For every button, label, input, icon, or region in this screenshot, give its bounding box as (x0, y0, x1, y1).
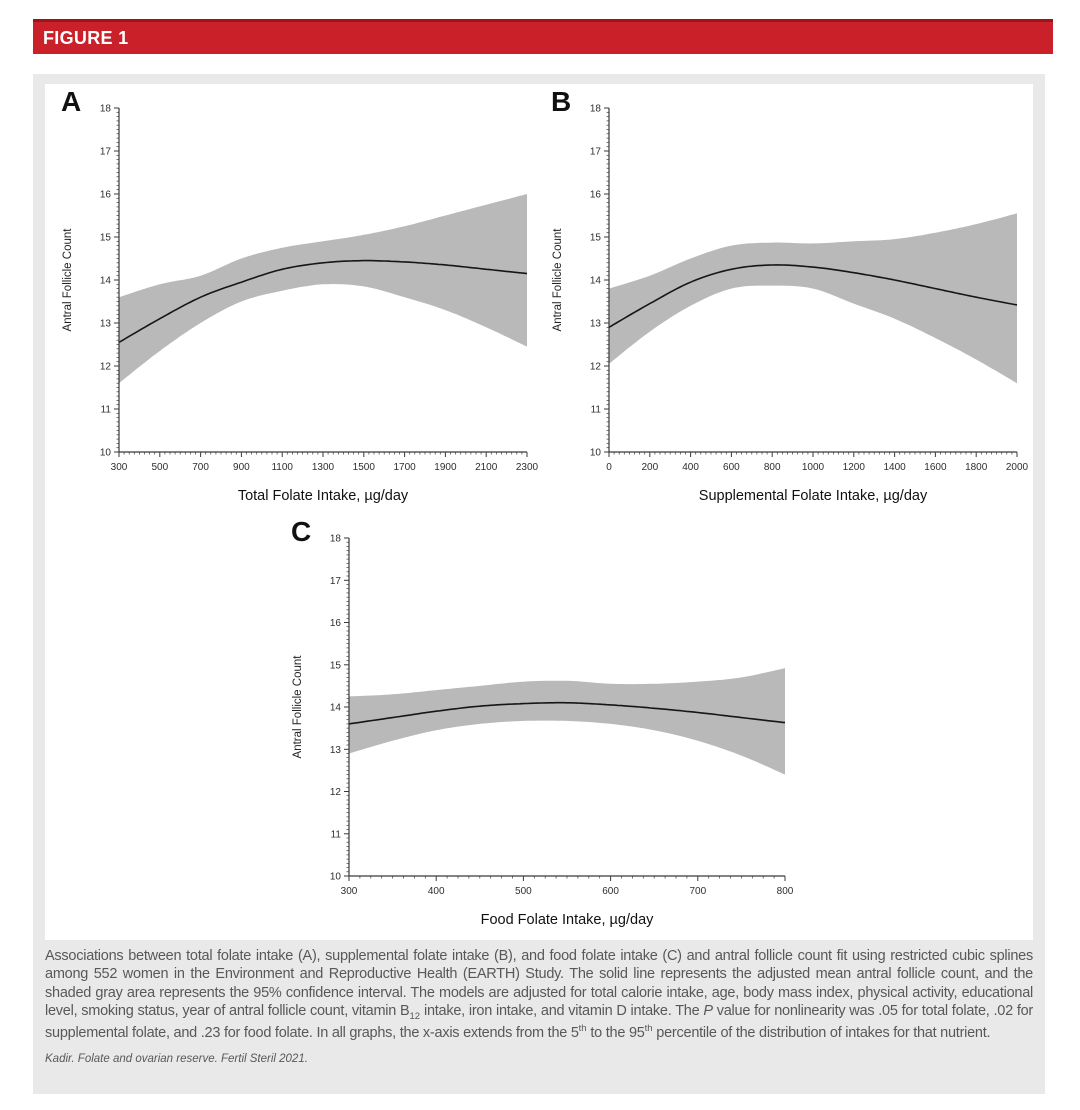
svg-text:1500: 1500 (352, 462, 375, 473)
caption-segment: to the 95 (586, 1024, 645, 1041)
svg-text:1000: 1000 (801, 462, 825, 473)
svg-text:400: 400 (682, 462, 699, 473)
x-axis-title: Supplemental Folate Intake, µg/day (698, 488, 928, 504)
svg-text:1200: 1200 (842, 462, 865, 473)
svg-text:11: 11 (100, 404, 111, 416)
ci-band (609, 213, 1017, 383)
svg-text:17: 17 (589, 146, 601, 158)
panel-letter-c: C (291, 516, 312, 547)
svg-text:10: 10 (589, 447, 601, 459)
caption-segment: 12 (409, 1010, 421, 1022)
svg-text:10: 10 (99, 447, 111, 459)
svg-text:300: 300 (110, 462, 128, 473)
svg-text:18: 18 (329, 533, 341, 545)
svg-text:500: 500 (151, 462, 169, 473)
svg-text:2100: 2100 (475, 462, 498, 473)
svg-text:13: 13 (329, 744, 341, 756)
svg-text:1400: 1400 (883, 462, 906, 473)
y-axis-title: Antral Follicle Count (552, 228, 564, 332)
svg-text:13: 13 (99, 318, 111, 330)
ci-band (119, 194, 527, 383)
chart-svg-c (281, 520, 797, 938)
svg-text:1300: 1300 (311, 462, 335, 473)
svg-text:800: 800 (763, 462, 781, 473)
figure-panel (33, 74, 1045, 1094)
svg-text:1600: 1600 (924, 462, 947, 473)
chart-svg-a (51, 90, 539, 514)
ci-band (349, 668, 785, 775)
svg-text:2300: 2300 (515, 462, 539, 473)
caption-segment: th (644, 1022, 653, 1034)
svg-text:17: 17 (329, 575, 341, 587)
svg-text:18: 18 (589, 103, 601, 115)
svg-text:900: 900 (233, 462, 250, 473)
svg-text:400: 400 (427, 886, 445, 897)
caption-segment: intake, iron intake, and vitamin D intake. The (420, 1002, 704, 1019)
x-axis-title: Food Folate Intake, µg/day (480, 912, 654, 928)
svg-text:14: 14 (99, 275, 111, 287)
svg-text:500: 500 (515, 886, 532, 897)
svg-text:1700: 1700 (393, 462, 416, 473)
svg-text:12: 12 (329, 787, 341, 798)
svg-text:700: 700 (192, 462, 209, 473)
svg-text:600: 600 (602, 886, 619, 897)
caption-segment: Associations between total folate intake (A), supplemental folate intake (B), and food folate intake (C) and antral follicle count fit using restricted cubic splines among 552 women in the Environment and Reproductive Health (EARTH) Study. The solid line represents the adjusted mean antral follicle count, and the shaded gray area represents the 95% confidence interval. The models are adjusted for total calorie intake, age, body mass index, physical activity, educational level, smoking status, year of antral follicle count, vitamin B (45, 948, 1033, 1019)
caption-segment: value for nonlinearity was .05 for total folate, .02 for supplemental folate, and .23 for food folate. In all graphs, the x-axis extends from the 5 (45, 1002, 1033, 1041)
svg-text:14: 14 (329, 702, 341, 714)
svg-text:13: 13 (589, 318, 601, 330)
y-axis-title: Antral Follicle Count (62, 228, 74, 332)
chart-panel-b (541, 86, 1029, 514)
svg-text:300: 300 (340, 886, 358, 897)
charts-area (45, 84, 1033, 940)
svg-text:200: 200 (641, 462, 659, 473)
x-axis-title: Total Folate Intake, µg/day (237, 488, 409, 504)
svg-text:1800: 1800 (965, 462, 988, 473)
svg-text:2000: 2000 (1005, 462, 1029, 473)
chart-panel-a (51, 86, 539, 514)
svg-text:18: 18 (99, 103, 111, 115)
figure-attribution: Kadir. Folate and ovarian reserve. Fertil Steril 2021. (45, 1052, 308, 1065)
svg-text:17: 17 (99, 146, 111, 158)
svg-text:11: 11 (590, 404, 601, 416)
caption-segment: percentile of the distribution of intakes for that nutrient. (652, 1024, 991, 1041)
caption-segment: P (703, 1002, 713, 1019)
svg-text:14: 14 (589, 275, 601, 287)
figure-label: FIGURE 1 (43, 27, 129, 48)
svg-text:11: 11 (330, 829, 341, 841)
svg-text:700: 700 (689, 886, 707, 897)
panel-letter-b: B (551, 86, 572, 117)
svg-text:16: 16 (329, 618, 341, 629)
chart-panel-c (281, 516, 797, 938)
svg-text:600: 600 (723, 462, 740, 473)
svg-text:16: 16 (99, 189, 111, 201)
svg-text:1900: 1900 (434, 462, 457, 473)
panel-letter-a: A (61, 86, 82, 117)
svg-text:12: 12 (99, 361, 111, 373)
svg-text:15: 15 (99, 232, 111, 244)
chart-svg-b (541, 90, 1029, 514)
svg-text:0: 0 (606, 462, 612, 473)
svg-text:16: 16 (589, 189, 601, 201)
svg-text:15: 15 (589, 232, 601, 244)
svg-text:10: 10 (329, 871, 341, 883)
figure-caption (45, 947, 1033, 1042)
figure-banner (33, 19, 1053, 54)
svg-text:1100: 1100 (271, 462, 293, 473)
caption-segment: th (578, 1022, 587, 1034)
svg-text:15: 15 (329, 660, 341, 672)
svg-text:800: 800 (776, 886, 794, 897)
y-axis-title: Antral Follicle Count (292, 655, 304, 759)
svg-text:12: 12 (589, 361, 601, 373)
